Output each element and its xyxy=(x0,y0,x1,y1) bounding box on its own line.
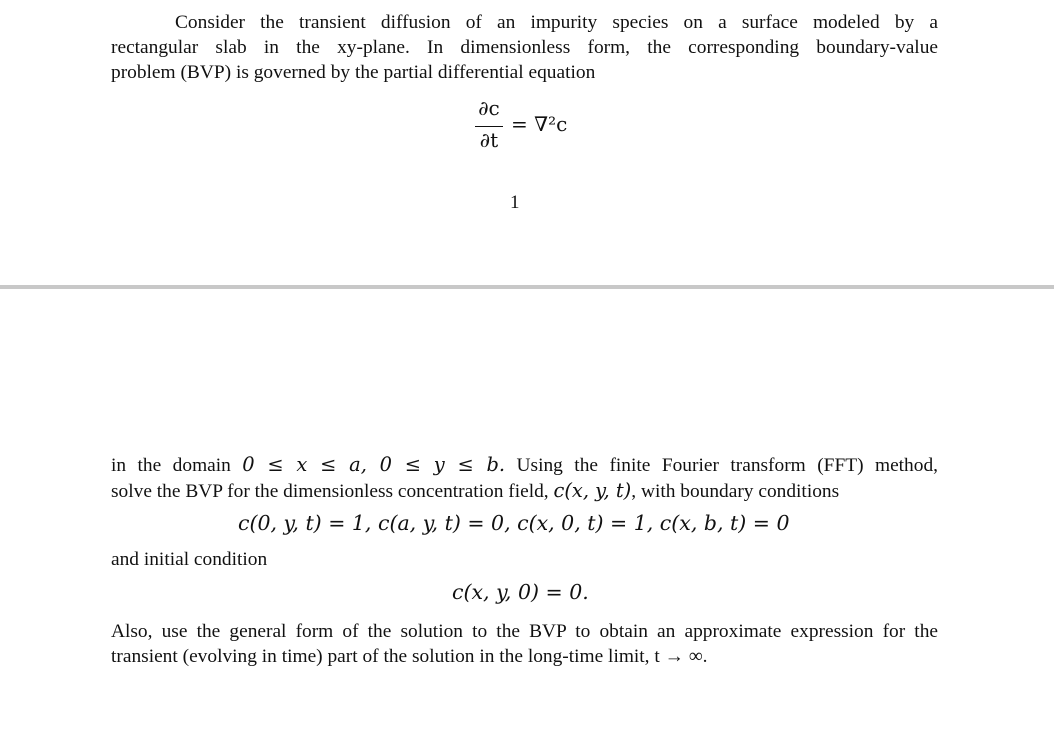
solve-math: c(x, y, t) xyxy=(553,479,632,502)
closing-line-2: transient (evolving in time) part of the solution in the long-time limit, t → ∞. xyxy=(111,646,708,667)
solve-text-end: , with boundary conditions xyxy=(631,481,840,502)
page-number: 1 xyxy=(510,192,520,213)
closing-line-1: Also, use the general form of the solution to the BVP to obtain an approximate expression for the xyxy=(111,621,938,642)
intro-line-3: problem (BVP) is governed by the partial differential equation xyxy=(111,62,596,83)
domain-text-end: Using the finite Fourier transform (FFT) method, xyxy=(505,455,938,476)
boundary-conditions: c(0, y, t) = 1, c(a, y, t) = 0, c(x, 0, t) = 1, c(x, b, t) = 0 xyxy=(238,511,790,535)
pde-rhs: = ∇²c xyxy=(511,112,568,136)
boundary-conditions-equation xyxy=(238,511,790,535)
solve-line xyxy=(111,478,938,504)
pde-denominator: ∂t xyxy=(479,128,499,152)
domain-paragraph xyxy=(111,452,938,504)
pde-equation xyxy=(473,96,583,160)
domain-text-start: in the domain xyxy=(111,455,243,476)
domain-math: 0 ≤ x ≤ a, 0 ≤ y ≤ b. xyxy=(242,453,506,476)
closing-paragraph xyxy=(111,619,938,669)
initial-condition-equation xyxy=(452,580,589,604)
initial-label: and initial condition xyxy=(111,549,268,570)
page-divider xyxy=(0,285,1054,289)
intro-line-2: rectangular slab in the xy-plane. In dimensionless form, the corresponding boundary-value xyxy=(111,37,938,58)
pde-numerator: ∂c xyxy=(478,96,500,120)
intro-paragraph xyxy=(111,10,938,85)
intro-line-1: Consider the transient diffusion of an impurity species on a surface modeled by a xyxy=(175,12,938,33)
solve-text-start: solve the BVP for the dimensionless concentration field, xyxy=(111,481,554,502)
initial-label-paragraph xyxy=(111,547,938,572)
domain-line xyxy=(111,452,938,478)
initial-condition: c(x, y, 0) = 0. xyxy=(452,580,589,604)
